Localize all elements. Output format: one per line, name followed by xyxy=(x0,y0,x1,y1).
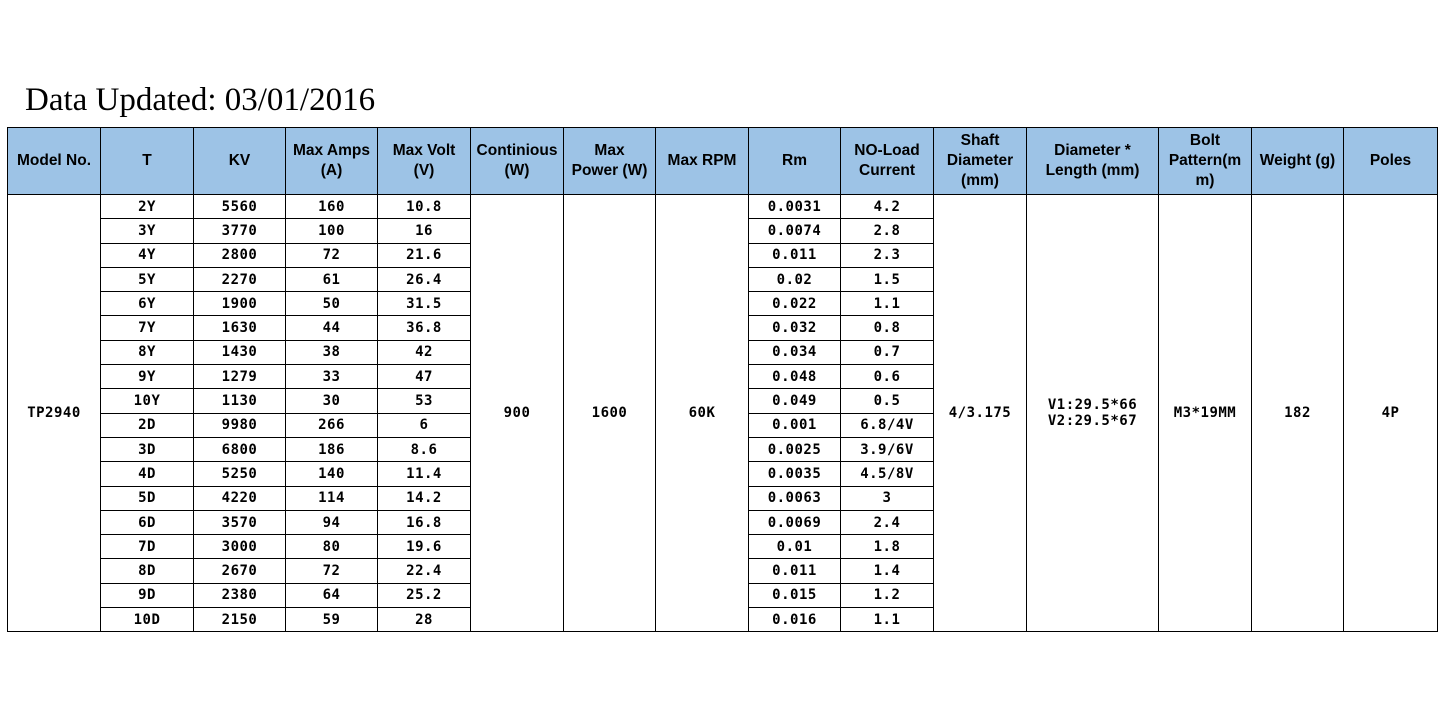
table-row xyxy=(8,195,1438,219)
header-no-load: NO-Load Current xyxy=(841,128,934,195)
diameter-length-line: V2:29.5*67 xyxy=(1047,413,1138,430)
t-cell: 7Y xyxy=(101,316,194,340)
max-volt-cell: 47 xyxy=(378,365,471,389)
max-volt-cell: 53 xyxy=(378,389,471,413)
no-load-cell: 1.4 xyxy=(841,559,934,583)
max-volt-cell: 25.2 xyxy=(378,583,471,607)
no-load-cell: 1.1 xyxy=(841,608,934,632)
t-cell: 5Y xyxy=(101,267,194,291)
no-load-cell: 6.8/4V xyxy=(841,413,934,437)
header-diameter-length: Diameter * Length (mm) xyxy=(1027,128,1159,195)
max-amps-cell: 140 xyxy=(286,462,378,486)
max-rpm-cell: 60K xyxy=(656,195,749,632)
kv-cell: 2670 xyxy=(194,559,286,583)
max-amps-cell: 38 xyxy=(286,340,378,364)
no-load-cell: 0.5 xyxy=(841,389,934,413)
max-volt-cell: 21.6 xyxy=(378,243,471,267)
kv-cell: 9980 xyxy=(194,413,286,437)
t-cell: 2Y xyxy=(101,195,194,219)
header-max-power: Max Power (W) xyxy=(564,128,656,195)
rm-cell: 0.01 xyxy=(749,535,841,559)
bolt-cell: M3*19MM xyxy=(1159,195,1252,632)
poles-cell: 4P xyxy=(1344,195,1438,632)
kv-cell: 5560 xyxy=(194,195,286,219)
kv-cell: 3770 xyxy=(194,219,286,243)
max-volt-cell: 42 xyxy=(378,340,471,364)
header-model: Model No. xyxy=(8,128,101,195)
kv-cell: 1130 xyxy=(194,389,286,413)
header-rm: Rm xyxy=(749,128,841,195)
kv-cell: 1279 xyxy=(194,365,286,389)
max-volt-cell: 14.2 xyxy=(378,486,471,510)
page-title: Data Updated: 03/01/2016 xyxy=(25,82,376,118)
max-amps-cell: 80 xyxy=(286,535,378,559)
max-amps-cell: 72 xyxy=(286,559,378,583)
max-volt-cell: 10.8 xyxy=(378,195,471,219)
kv-cell: 6800 xyxy=(194,437,286,461)
max-volt-cell: 6 xyxy=(378,413,471,437)
kv-cell: 2800 xyxy=(194,243,286,267)
kv-cell: 5250 xyxy=(194,462,286,486)
weight-cell: 182 xyxy=(1252,195,1344,632)
t-cell: 8Y xyxy=(101,340,194,364)
t-cell: 4Y xyxy=(101,243,194,267)
max-volt-cell: 19.6 xyxy=(378,535,471,559)
max-volt-cell: 16.8 xyxy=(378,510,471,534)
t-cell: 5D xyxy=(101,486,194,510)
max-volt-cell: 28 xyxy=(378,608,471,632)
rm-cell: 0.048 xyxy=(749,365,841,389)
rm-cell: 0.0035 xyxy=(749,462,841,486)
rm-cell: 0.032 xyxy=(749,316,841,340)
kv-cell: 1900 xyxy=(194,292,286,316)
no-load-cell: 1.2 xyxy=(841,583,934,607)
diameter-length-line: V1:29.5*66 xyxy=(1047,397,1138,414)
rm-cell: 0.001 xyxy=(749,413,841,437)
rm-cell: 0.034 xyxy=(749,340,841,364)
no-load-cell: 2.8 xyxy=(841,219,934,243)
max-amps-cell: 186 xyxy=(286,437,378,461)
kv-cell: 2380 xyxy=(194,583,286,607)
header-shaft: Shaft Diameter (mm) xyxy=(934,128,1027,195)
rm-cell: 0.011 xyxy=(749,559,841,583)
max-amps-cell: 266 xyxy=(286,413,378,437)
max-volt-cell: 22.4 xyxy=(378,559,471,583)
max-amps-cell: 72 xyxy=(286,243,378,267)
kv-cell: 3570 xyxy=(194,510,286,534)
shaft-cell: 4/3.175 xyxy=(934,195,1027,632)
rm-cell: 0.0031 xyxy=(749,195,841,219)
max-amps-cell: 33 xyxy=(286,365,378,389)
max-volt-cell: 26.4 xyxy=(378,267,471,291)
kv-cell: 3000 xyxy=(194,535,286,559)
model-cell: TP2940 xyxy=(8,195,101,632)
no-load-cell: 1.8 xyxy=(841,535,934,559)
max-amps-cell: 61 xyxy=(286,267,378,291)
no-load-cell: 0.6 xyxy=(841,365,934,389)
kv-cell: 1430 xyxy=(194,340,286,364)
max-amps-cell: 94 xyxy=(286,510,378,534)
max-amps-cell: 59 xyxy=(286,608,378,632)
rm-cell: 0.0025 xyxy=(749,437,841,461)
max-amps-cell: 100 xyxy=(286,219,378,243)
t-cell: 8D xyxy=(101,559,194,583)
no-load-cell: 0.8 xyxy=(841,316,934,340)
no-load-cell: 1.1 xyxy=(841,292,934,316)
t-cell: 4D xyxy=(101,462,194,486)
no-load-cell: 2.3 xyxy=(841,243,934,267)
header-max-amps: Max Amps (A) xyxy=(286,128,378,195)
no-load-cell: 3 xyxy=(841,486,934,510)
diameter-length-cell xyxy=(1027,195,1159,632)
rm-cell: 0.049 xyxy=(749,389,841,413)
kv-cell: 2150 xyxy=(194,608,286,632)
t-cell: 10D xyxy=(101,608,194,632)
kv-cell: 4220 xyxy=(194,486,286,510)
t-cell: 9Y xyxy=(101,365,194,389)
continious-cell: 900 xyxy=(471,195,564,632)
max-volt-cell: 31.5 xyxy=(378,292,471,316)
header-kv: KV xyxy=(194,128,286,195)
header-bolt: Bolt Pattern(m m) xyxy=(1159,128,1252,195)
max-power-cell: 1600 xyxy=(564,195,656,632)
max-amps-cell: 160 xyxy=(286,195,378,219)
header-row xyxy=(8,128,1438,195)
max-volt-cell: 11.4 xyxy=(378,462,471,486)
t-cell: 10Y xyxy=(101,389,194,413)
no-load-cell: 0.7 xyxy=(841,340,934,364)
kv-cell: 2270 xyxy=(194,267,286,291)
max-volt-cell: 36.8 xyxy=(378,316,471,340)
kv-cell: 1630 xyxy=(194,316,286,340)
t-cell: 2D xyxy=(101,413,194,437)
rm-cell: 0.016 xyxy=(749,608,841,632)
t-cell: 6D xyxy=(101,510,194,534)
max-amps-cell: 44 xyxy=(286,316,378,340)
table-body xyxy=(8,195,1438,632)
header-t: T xyxy=(101,128,194,195)
rm-cell: 0.011 xyxy=(749,243,841,267)
rm-cell: 0.015 xyxy=(749,583,841,607)
t-cell: 6Y xyxy=(101,292,194,316)
max-amps-cell: 30 xyxy=(286,389,378,413)
max-volt-cell: 16 xyxy=(378,219,471,243)
no-load-cell: 4.2 xyxy=(841,195,934,219)
t-cell: 3D xyxy=(101,437,194,461)
rm-cell: 0.0074 xyxy=(749,219,841,243)
header-continious: Continious (W) xyxy=(471,128,564,195)
t-cell: 7D xyxy=(101,535,194,559)
t-cell: 3Y xyxy=(101,219,194,243)
rm-cell: 0.02 xyxy=(749,267,841,291)
max-amps-cell: 50 xyxy=(286,292,378,316)
header-weight: Weight (g) xyxy=(1252,128,1344,195)
no-load-cell: 4.5/8V xyxy=(841,462,934,486)
spec-table xyxy=(7,127,1438,632)
header-poles: Poles xyxy=(1344,128,1438,195)
header-max-rpm: Max RPM xyxy=(656,128,749,195)
no-load-cell: 2.4 xyxy=(841,510,934,534)
max-volt-cell: 8.6 xyxy=(378,437,471,461)
max-amps-cell: 114 xyxy=(286,486,378,510)
rm-cell: 0.0069 xyxy=(749,510,841,534)
max-amps-cell: 64 xyxy=(286,583,378,607)
rm-cell: 0.0063 xyxy=(749,486,841,510)
no-load-cell: 1.5 xyxy=(841,267,934,291)
rm-cell: 0.022 xyxy=(749,292,841,316)
header-max-volt: Max Volt (V) xyxy=(378,128,471,195)
no-load-cell: 3.9/6V xyxy=(841,437,934,461)
t-cell: 9D xyxy=(101,583,194,607)
